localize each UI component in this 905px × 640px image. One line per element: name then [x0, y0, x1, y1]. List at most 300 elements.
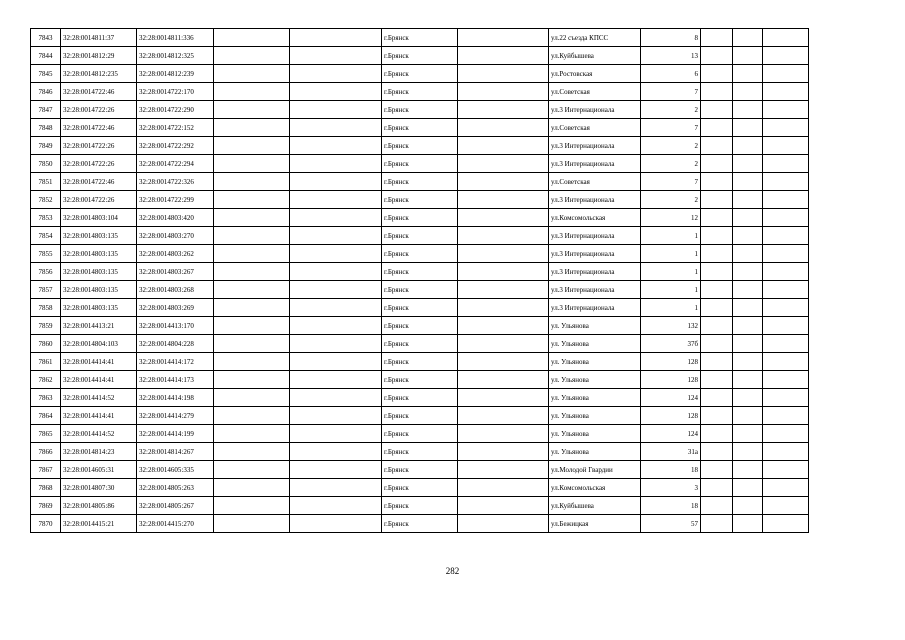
city-cell: г.Брянск	[382, 47, 458, 65]
house-number-cell: 1	[641, 227, 701, 245]
empty-cell	[458, 443, 549, 461]
cadastral-number-cell: 32:28:0014722:326	[137, 173, 214, 191]
cadastral-block-cell: 32:28:0014722:46	[61, 119, 137, 137]
street-cell: ул.Куйбышева	[549, 47, 641, 65]
house-number-cell: 7	[641, 83, 701, 101]
empty-cell	[763, 173, 809, 191]
house-number-cell: 128	[641, 371, 701, 389]
empty-cell	[214, 317, 290, 335]
empty-cell	[458, 209, 549, 227]
empty-cell	[763, 119, 809, 137]
table-row	[31, 83, 809, 101]
empty-cell	[214, 497, 290, 515]
empty-cell	[701, 371, 733, 389]
cadastral-number-cell: 32:28:0014803:420	[137, 209, 214, 227]
empty-cell	[701, 263, 733, 281]
empty-cell	[290, 299, 382, 317]
empty-cell	[733, 461, 763, 479]
cadastral-block-cell: 32:28:0014812:29	[61, 47, 137, 65]
empty-cell	[290, 353, 382, 371]
house-number-cell: 128	[641, 407, 701, 425]
empty-cell	[763, 227, 809, 245]
street-cell: ул.Советская	[549, 173, 641, 191]
cadastral-number-cell: 32:28:0014413:170	[137, 317, 214, 335]
city-cell: г.Брянск	[382, 389, 458, 407]
row-number-cell: 7859	[31, 317, 61, 335]
table-row	[31, 353, 809, 371]
table-row	[31, 371, 809, 389]
cadastral-block-cell: 32:28:0014805:86	[61, 497, 137, 515]
table-row	[31, 335, 809, 353]
cadastral-block-cell: 32:28:0014414:52	[61, 389, 137, 407]
empty-cell	[763, 299, 809, 317]
empty-cell	[290, 263, 382, 281]
empty-cell	[458, 137, 549, 155]
empty-cell	[701, 47, 733, 65]
row-number-cell: 7847	[31, 101, 61, 119]
empty-cell	[458, 335, 549, 353]
street-cell: ул. Ульянова	[549, 335, 641, 353]
empty-cell	[458, 173, 549, 191]
empty-cell	[763, 65, 809, 83]
city-cell: г.Брянск	[382, 101, 458, 119]
row-number-cell: 7848	[31, 119, 61, 137]
house-number-cell: 2	[641, 137, 701, 155]
city-cell: г.Брянск	[382, 227, 458, 245]
city-cell: г.Брянск	[382, 263, 458, 281]
table-row	[31, 479, 809, 497]
empty-cell	[733, 389, 763, 407]
street-cell: ул.Молодой Гвардии	[549, 461, 641, 479]
empty-cell	[733, 65, 763, 83]
table-row	[31, 389, 809, 407]
cadastral-number-cell: 32:28:0014722:299	[137, 191, 214, 209]
row-number-cell: 7854	[31, 227, 61, 245]
cadastral-block-cell: 32:28:0014722:46	[61, 83, 137, 101]
street-cell: ул.Комсомольская	[549, 479, 641, 497]
cadastral-number-cell: 32:28:0014415:270	[137, 515, 214, 533]
empty-cell	[290, 191, 382, 209]
empty-cell	[733, 245, 763, 263]
street-cell: ул.3 Интернационала	[549, 101, 641, 119]
empty-cell	[733, 281, 763, 299]
empty-cell	[701, 191, 733, 209]
empty-cell	[763, 353, 809, 371]
empty-cell	[214, 461, 290, 479]
cadastral-number-cell: 32:28:0014803:270	[137, 227, 214, 245]
empty-cell	[458, 263, 549, 281]
row-number-cell: 7861	[31, 353, 61, 371]
house-number-cell: 57	[641, 515, 701, 533]
cadastral-number-cell: 32:28:0014722:170	[137, 83, 214, 101]
street-cell: ул.3 Интернационала	[549, 281, 641, 299]
city-cell: г.Брянск	[382, 461, 458, 479]
row-number-cell: 7855	[31, 245, 61, 263]
city-cell: г.Брянск	[382, 137, 458, 155]
house-number-cell: 13	[641, 47, 701, 65]
empty-cell	[701, 173, 733, 191]
empty-cell	[290, 47, 382, 65]
empty-cell	[458, 119, 549, 137]
empty-cell	[290, 389, 382, 407]
table-row	[31, 515, 809, 533]
empty-cell	[458, 317, 549, 335]
row-number-cell: 7864	[31, 407, 61, 425]
empty-cell	[458, 227, 549, 245]
empty-cell	[701, 443, 733, 461]
empty-cell	[763, 479, 809, 497]
cadastral-number-cell: 32:28:0014814:267	[137, 443, 214, 461]
empty-cell	[763, 191, 809, 209]
empty-cell	[733, 317, 763, 335]
table-row	[31, 155, 809, 173]
empty-cell	[701, 227, 733, 245]
cadastral-number-cell: 32:28:0014414:172	[137, 353, 214, 371]
empty-cell	[214, 209, 290, 227]
cadastral-number-cell: 32:28:0014414:173	[137, 371, 214, 389]
row-number-cell: 7862	[31, 371, 61, 389]
house-number-cell: 124	[641, 389, 701, 407]
row-number-cell: 7870	[31, 515, 61, 533]
cadastral-number-cell: 32:28:0014414:199	[137, 425, 214, 443]
street-cell: ул.3 Интернационала	[549, 263, 641, 281]
cadastral-block-cell: 32:28:0014803:135	[61, 227, 137, 245]
cadastral-block-cell: 32:28:0014804:103	[61, 335, 137, 353]
empty-cell	[763, 209, 809, 227]
table-row	[31, 65, 809, 83]
row-number-cell: 7869	[31, 497, 61, 515]
empty-cell	[214, 245, 290, 263]
house-number-cell: 124	[641, 425, 701, 443]
cadastral-number-cell: 32:28:0014805:267	[137, 497, 214, 515]
empty-cell	[214, 29, 290, 47]
empty-cell	[701, 209, 733, 227]
empty-cell	[214, 119, 290, 137]
table-row	[31, 119, 809, 137]
house-number-cell: 18	[641, 461, 701, 479]
empty-cell	[290, 371, 382, 389]
table-row	[31, 101, 809, 119]
empty-cell	[763, 47, 809, 65]
empty-cell	[458, 245, 549, 263]
city-cell: г.Брянск	[382, 497, 458, 515]
empty-cell	[214, 515, 290, 533]
empty-cell	[458, 353, 549, 371]
table-row	[31, 245, 809, 263]
cadastral-block-cell: 32:28:0014415:21	[61, 515, 137, 533]
house-number-cell: 7	[641, 119, 701, 137]
city-cell: г.Брянск	[382, 317, 458, 335]
empty-cell	[763, 335, 809, 353]
cadastral-number-cell: 32:28:0014722:292	[137, 137, 214, 155]
empty-cell	[458, 281, 549, 299]
table-row	[31, 407, 809, 425]
row-number-cell: 7865	[31, 425, 61, 443]
street-cell: ул.Куйбышева	[549, 497, 641, 515]
empty-cell	[763, 497, 809, 515]
cadastral-number-cell: 32:28:0014414:279	[137, 407, 214, 425]
empty-cell	[290, 497, 382, 515]
empty-cell	[458, 515, 549, 533]
street-cell: ул. Ульянова	[549, 443, 641, 461]
empty-cell	[701, 389, 733, 407]
empty-cell	[733, 335, 763, 353]
empty-cell	[701, 335, 733, 353]
row-number-cell: 7856	[31, 263, 61, 281]
empty-cell	[763, 245, 809, 263]
empty-cell	[290, 227, 382, 245]
house-number-cell: 6	[641, 65, 701, 83]
empty-cell	[701, 119, 733, 137]
street-cell: ул.22 съезда КПСС	[549, 29, 641, 47]
cadastral-number-cell: 32:28:0014722:152	[137, 119, 214, 137]
city-cell: г.Брянск	[382, 245, 458, 263]
street-cell: ул.3 Интернационала	[549, 299, 641, 317]
house-number-cell: 1	[641, 263, 701, 281]
row-number-cell: 7866	[31, 443, 61, 461]
empty-cell	[458, 407, 549, 425]
city-cell: г.Брянск	[382, 299, 458, 317]
street-cell: ул.Ростовская	[549, 65, 641, 83]
city-cell: г.Брянск	[382, 119, 458, 137]
empty-cell	[214, 47, 290, 65]
empty-cell	[763, 371, 809, 389]
empty-cell	[733, 119, 763, 137]
row-number-cell: 7851	[31, 173, 61, 191]
empty-cell	[701, 65, 733, 83]
street-cell: ул.3 Интернационала	[549, 227, 641, 245]
empty-cell	[733, 227, 763, 245]
row-number-cell: 7846	[31, 83, 61, 101]
empty-cell	[763, 263, 809, 281]
cadastral-block-cell: 32:28:0014414:41	[61, 407, 137, 425]
empty-cell	[290, 209, 382, 227]
street-cell: ул.Бежицкая	[549, 515, 641, 533]
house-number-cell: 1	[641, 245, 701, 263]
empty-cell	[733, 479, 763, 497]
empty-cell	[733, 425, 763, 443]
empty-cell	[458, 425, 549, 443]
empty-cell	[214, 443, 290, 461]
empty-cell	[214, 389, 290, 407]
city-cell: г.Брянск	[382, 173, 458, 191]
cadastral-block-cell: 32:28:0014413:21	[61, 317, 137, 335]
house-number-cell: 8	[641, 29, 701, 47]
street-cell: ул. Ульянова	[549, 371, 641, 389]
cadastral-block-cell: 32:28:0014807:30	[61, 479, 137, 497]
empty-cell	[763, 155, 809, 173]
empty-cell	[733, 191, 763, 209]
table-row	[31, 443, 809, 461]
table-row	[31, 299, 809, 317]
cadastral-number-cell: 32:28:0014722:294	[137, 155, 214, 173]
empty-cell	[733, 29, 763, 47]
empty-cell	[290, 425, 382, 443]
empty-cell	[458, 101, 549, 119]
empty-cell	[458, 389, 549, 407]
street-cell: ул. Ульянова	[549, 407, 641, 425]
empty-cell	[458, 83, 549, 101]
empty-cell	[701, 299, 733, 317]
street-cell: ул.3 Интернационала	[549, 155, 641, 173]
table-row	[31, 137, 809, 155]
empty-cell	[733, 83, 763, 101]
city-cell: г.Брянск	[382, 65, 458, 83]
city-cell: г.Брянск	[382, 479, 458, 497]
cadastral-block-cell: 32:28:0014803:135	[61, 299, 137, 317]
empty-cell	[458, 299, 549, 317]
street-cell: ул.Советская	[549, 83, 641, 101]
empty-cell	[701, 317, 733, 335]
city-cell: г.Брянск	[382, 335, 458, 353]
house-number-cell: 12	[641, 209, 701, 227]
empty-cell	[214, 173, 290, 191]
city-cell: г.Брянск	[382, 425, 458, 443]
empty-cell	[214, 155, 290, 173]
empty-cell	[763, 83, 809, 101]
empty-cell	[733, 263, 763, 281]
house-number-cell: 1	[641, 299, 701, 317]
empty-cell	[733, 155, 763, 173]
empty-cell	[214, 335, 290, 353]
empty-cell	[214, 191, 290, 209]
empty-cell	[733, 101, 763, 119]
page-number: 282	[445, 566, 460, 576]
house-number-cell: 1	[641, 281, 701, 299]
cadastral-block-cell: 32:28:0014803:135	[61, 281, 137, 299]
empty-cell	[458, 371, 549, 389]
empty-cell	[214, 263, 290, 281]
table-row	[31, 227, 809, 245]
cadastral-number-cell: 32:28:0014605:335	[137, 461, 214, 479]
empty-cell	[733, 47, 763, 65]
empty-cell	[214, 371, 290, 389]
empty-cell	[763, 389, 809, 407]
empty-cell	[733, 515, 763, 533]
empty-cell	[733, 173, 763, 191]
empty-cell	[701, 461, 733, 479]
empty-cell	[290, 173, 382, 191]
empty-cell	[290, 317, 382, 335]
house-number-cell: 7	[641, 173, 701, 191]
table-row	[31, 263, 809, 281]
street-cell: ул. Ульянова	[549, 353, 641, 371]
empty-cell	[733, 407, 763, 425]
cadastral-block-cell: 32:28:0014722:26	[61, 155, 137, 173]
empty-cell	[290, 65, 382, 83]
empty-cell	[214, 101, 290, 119]
street-cell: ул.3 Интернационала	[549, 137, 641, 155]
street-cell: ул. Ульянова	[549, 317, 641, 335]
empty-cell	[733, 497, 763, 515]
cadastral-block-cell: 32:28:0014814:23	[61, 443, 137, 461]
city-cell: г.Брянск	[382, 281, 458, 299]
row-number-cell: 7860	[31, 335, 61, 353]
cadastral-block-cell: 32:28:0014803:135	[61, 245, 137, 263]
house-number-cell: 2	[641, 191, 701, 209]
property-register-table	[30, 28, 809, 533]
empty-cell	[290, 461, 382, 479]
empty-cell	[701, 353, 733, 371]
cadastral-block-cell: 32:28:0014812:235	[61, 65, 137, 83]
empty-cell	[763, 281, 809, 299]
empty-cell	[458, 479, 549, 497]
empty-cell	[763, 29, 809, 47]
empty-cell	[458, 461, 549, 479]
house-number-cell: 132	[641, 317, 701, 335]
empty-cell	[458, 47, 549, 65]
empty-cell	[701, 281, 733, 299]
empty-cell	[290, 443, 382, 461]
cadastral-block-cell: 32:28:0014722:26	[61, 101, 137, 119]
cadastral-number-cell: 32:28:0014812:325	[137, 47, 214, 65]
table-row	[31, 497, 809, 515]
empty-cell	[733, 299, 763, 317]
row-number-cell: 7863	[31, 389, 61, 407]
empty-cell	[458, 497, 549, 515]
empty-cell	[290, 83, 382, 101]
cadastral-block-cell: 32:28:0014605:31	[61, 461, 137, 479]
table-row	[31, 461, 809, 479]
table-row	[31, 173, 809, 191]
empty-cell	[763, 317, 809, 335]
empty-cell	[458, 65, 549, 83]
cadastral-block-cell: 32:28:0014722:46	[61, 173, 137, 191]
city-cell: г.Брянск	[382, 353, 458, 371]
empty-cell	[458, 29, 549, 47]
street-cell: ул. Ульянова	[549, 389, 641, 407]
empty-cell	[214, 299, 290, 317]
empty-cell	[214, 425, 290, 443]
cadastral-number-cell: 32:28:0014414:198	[137, 389, 214, 407]
row-number-cell: 7850	[31, 155, 61, 173]
empty-cell	[214, 83, 290, 101]
table-row	[31, 425, 809, 443]
house-number-cell: 2	[641, 101, 701, 119]
table-body	[31, 29, 809, 533]
street-cell: ул.3 Интернационала	[549, 245, 641, 263]
row-number-cell: 7867	[31, 461, 61, 479]
empty-cell	[733, 371, 763, 389]
cadastral-block-cell: 32:28:0014803:104	[61, 209, 137, 227]
empty-cell	[290, 101, 382, 119]
house-number-cell: 2	[641, 155, 701, 173]
cadastral-block-cell: 32:28:0014811:37	[61, 29, 137, 47]
empty-cell	[290, 119, 382, 137]
cadastral-block-cell: 32:28:0014722:26	[61, 191, 137, 209]
table-row	[31, 209, 809, 227]
house-number-cell: 31а	[641, 443, 701, 461]
row-number-cell: 7853	[31, 209, 61, 227]
row-number-cell: 7845	[31, 65, 61, 83]
house-number-cell: 18	[641, 497, 701, 515]
empty-cell	[701, 137, 733, 155]
street-cell: ул.Советская	[549, 119, 641, 137]
empty-cell	[458, 191, 549, 209]
cadastral-block-cell: 32:28:0014414:52	[61, 425, 137, 443]
empty-cell	[763, 425, 809, 443]
empty-cell	[701, 83, 733, 101]
city-cell: г.Брянск	[382, 443, 458, 461]
empty-cell	[701, 245, 733, 263]
empty-cell	[290, 479, 382, 497]
empty-cell	[214, 407, 290, 425]
city-cell: г.Брянск	[382, 191, 458, 209]
table-row	[31, 191, 809, 209]
street-cell: ул.Комсомольская	[549, 209, 641, 227]
street-cell: ул.3 Интернационала	[549, 191, 641, 209]
empty-cell	[733, 137, 763, 155]
